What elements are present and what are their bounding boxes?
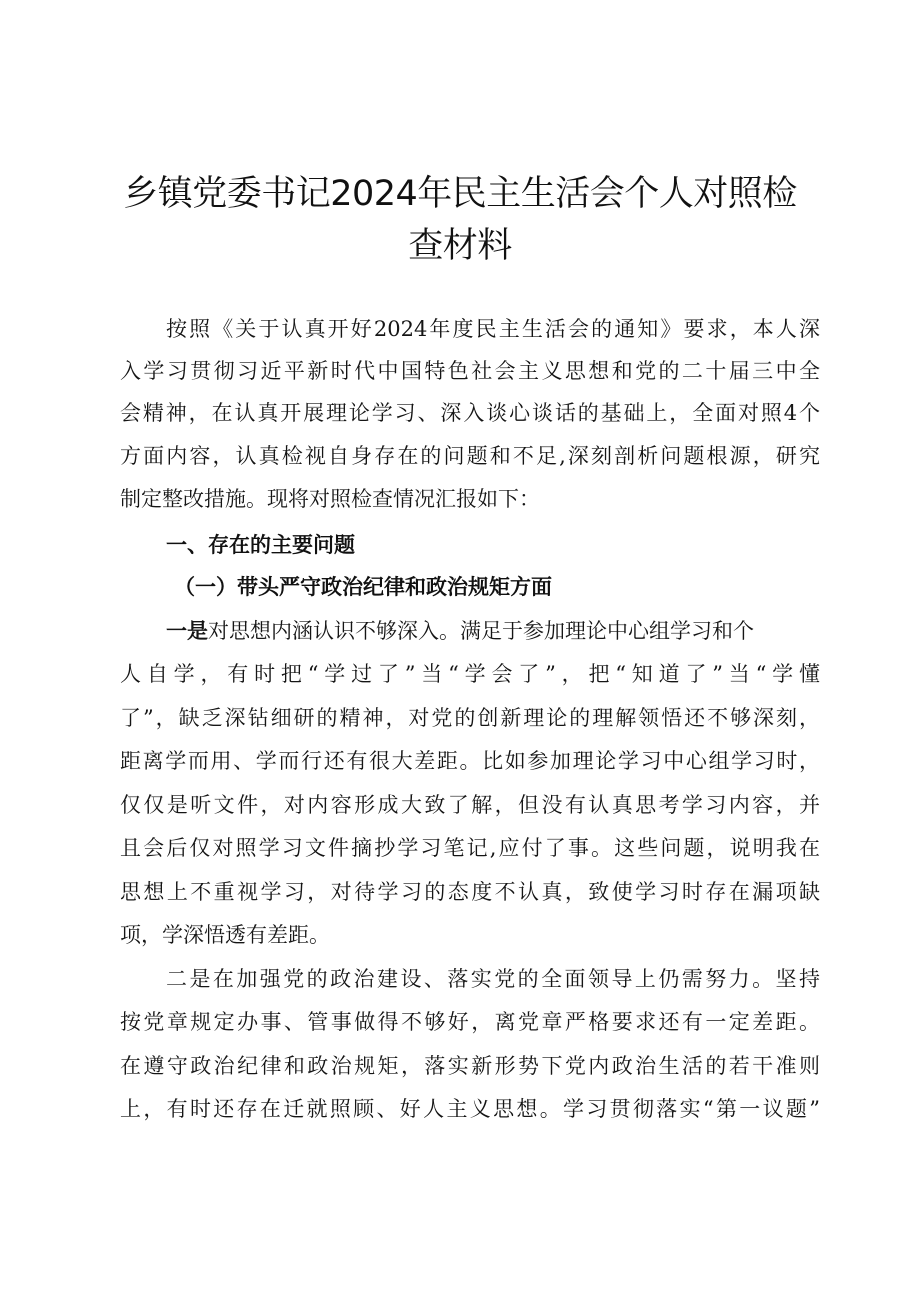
point-2-line: 按党章规定办事、管事做得不够好，离党章严格要求还有一定差距。 bbox=[120, 1010, 820, 1034]
point-1-line: 仅仅是听文件，对内容形成大致了解，但没有认真思考学习内容，并 bbox=[120, 793, 820, 817]
point-1-line: 项，学深悟透有差距。 bbox=[120, 923, 330, 947]
document-title-line-1: 乡镇党委书记2024年民主生活会个人对照检 bbox=[123, 174, 797, 214]
intro-line: 会精神，在认真开展理论学习、深入谈心谈话的基础上，全面对照4个 bbox=[120, 401, 820, 425]
intro-line: 制定整改措施。现将对照检查情况汇报如下： bbox=[120, 487, 540, 511]
point-2-line: 二是在加强党的政治建设、落实党的全面领导上仍需努力。坚持 bbox=[166, 967, 820, 991]
point-1-line: 人自学，有时把“学过了”当“学会了”，把“知道了”当“学懂 bbox=[120, 662, 820, 686]
point-1-line bbox=[166, 616, 820, 646]
document-title-line-2: 查材料 bbox=[408, 226, 512, 266]
point-1-first-text: 对思想内涵认识不够深入。满足于参加理论中心组学习和个 bbox=[208, 619, 754, 643]
intro-line: 入学习贯彻习近平新时代中国特色社会主义思想和党的二十届三中全 bbox=[120, 359, 820, 383]
point-2-line: 上，有时还存在迁就照顾、好人主义思想。学习贯彻落实“第一议题” bbox=[120, 1097, 820, 1121]
point-1-line: 了”，缺乏深钻细研的精神，对党的创新理论的理解领悟还不够深刻， bbox=[120, 706, 820, 730]
section-heading: 一、存在的主要问题 bbox=[166, 533, 355, 557]
point-1-line: 距离学而用、学而行还有很大差距。比如参加理论学习中心组学习时， bbox=[120, 749, 820, 773]
point-1-line: 且会后仅对照学习文件摘抄学习笔记,应付了事。这些问题，说明我在 bbox=[120, 836, 820, 860]
point-2-line: 在遵守政治纪律和政治规矩，落实新形势下党内政治生活的若干准则 bbox=[120, 1054, 820, 1078]
subsection-heading: （一）带头严守政治纪律和政治规矩方面 bbox=[174, 575, 552, 599]
intro-line: 方面内容，认真检视自身存在的问题和不足,深刻剖析问题根源，研究 bbox=[120, 444, 820, 468]
intro-line: 按照《关于认真开好2024年度民主生活会的通知》要求，本人深 bbox=[166, 317, 820, 341]
point-1-lead: 一是 bbox=[166, 619, 208, 643]
point-1-line: 思想上不重视学习，对待学习的态度不认真，致使学习时存在漏项缺 bbox=[120, 880, 820, 904]
